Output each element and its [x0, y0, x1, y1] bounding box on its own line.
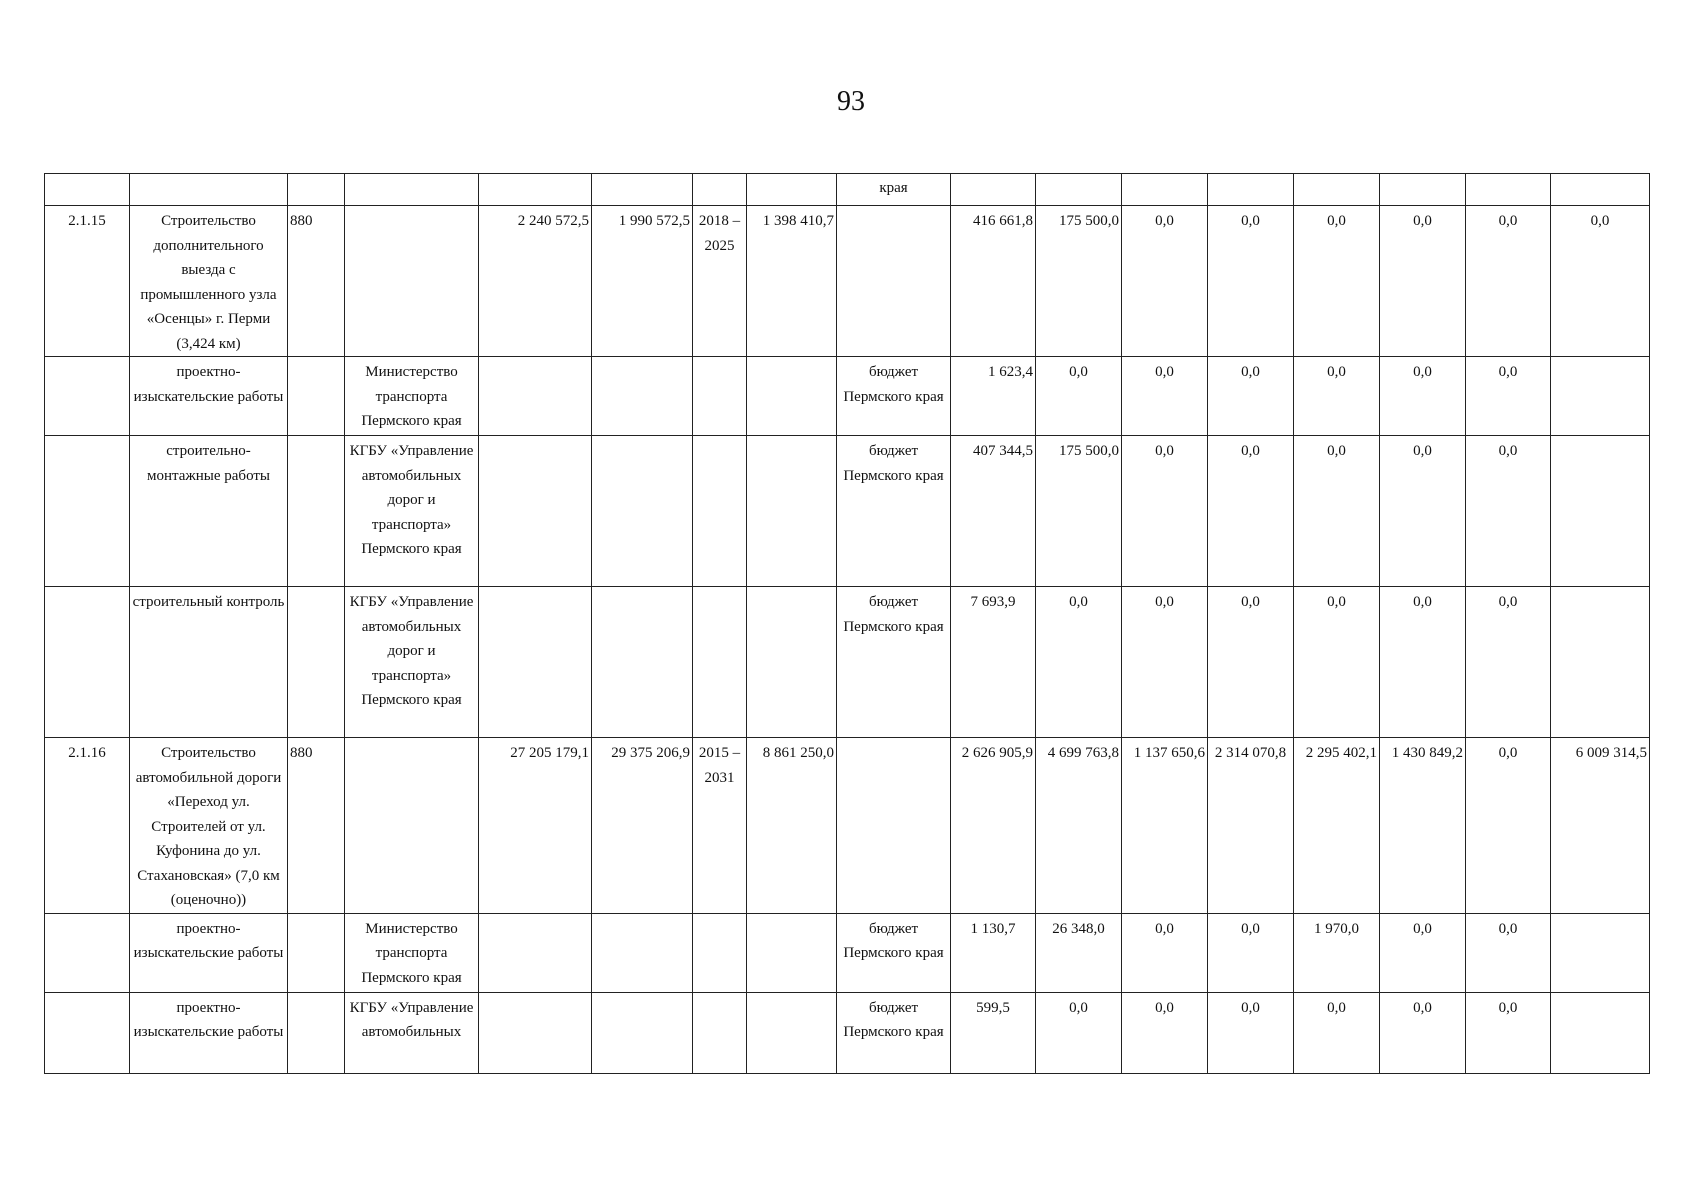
- value-cell: [479, 436, 592, 587]
- table-cell: [45, 174, 130, 206]
- year-cell: 0,0: [1380, 992, 1466, 1073]
- value-cell: [592, 357, 693, 436]
- grbs-cell: [288, 357, 345, 436]
- source-cell: бюджет Пермского края: [837, 913, 951, 992]
- value-cell: 8 861 250,0: [747, 738, 837, 914]
- table-cell: [345, 174, 479, 206]
- period-cell: [693, 913, 747, 992]
- year-cell: 0,0: [1380, 206, 1466, 357]
- period-cell: [693, 357, 747, 436]
- value-cell: [479, 992, 592, 1073]
- value-cell: [747, 587, 837, 738]
- table-cell: [1122, 174, 1208, 206]
- year-cell: 0,0: [1208, 436, 1294, 587]
- year-cell: [1551, 436, 1650, 587]
- year-cell: 1 130,7: [951, 913, 1036, 992]
- table-row: [45, 587, 1650, 738]
- year-cell: [1551, 587, 1650, 738]
- year-cell: 0,0: [1208, 357, 1294, 436]
- value-cell: 1 990 572,5: [592, 206, 693, 357]
- table-cell: [747, 174, 837, 206]
- table-row: [45, 206, 1650, 357]
- value-cell: 27 205 179,1: [479, 738, 592, 914]
- year-cell: 0,0: [1122, 992, 1208, 1073]
- year-cell: 0,0: [1122, 206, 1208, 357]
- name-cell: строительный контроль: [130, 587, 288, 738]
- year-cell: 175 500,0: [1036, 206, 1122, 357]
- year-cell: 0,0: [1466, 587, 1551, 738]
- executor-cell: КГБУ «Управление автомобильных: [345, 992, 479, 1073]
- grbs-cell: [288, 587, 345, 738]
- source-cell: [837, 206, 951, 357]
- grbs-cell: 880: [288, 738, 345, 914]
- table-cell: [288, 174, 345, 206]
- value-cell: [479, 357, 592, 436]
- table-row: [45, 738, 1650, 914]
- year-cell: 6 009 314,5: [1551, 738, 1650, 914]
- year-cell: 0,0: [1466, 738, 1551, 914]
- executor-cell: КГБУ «Управление автомобильных дорог и транспорта» Пермского края: [345, 587, 479, 738]
- source-cell: бюджет Пермского края: [837, 357, 951, 436]
- year-cell: 0,0: [1122, 436, 1208, 587]
- year-cell: 0,0: [1380, 436, 1466, 587]
- year-cell: 0,0: [1122, 587, 1208, 738]
- grbs-cell: [288, 992, 345, 1073]
- period-cell: [693, 992, 747, 1073]
- code-cell: [45, 992, 130, 1073]
- year-cell: 2 314 070,8: [1208, 738, 1294, 914]
- year-cell: 0,0: [1380, 913, 1466, 992]
- source-cell: бюджет Пермского края: [837, 436, 951, 587]
- value-cell: [592, 913, 693, 992]
- year-cell: 0,0: [1036, 357, 1122, 436]
- year-cell: 0,0: [1294, 587, 1380, 738]
- year-cell: 1 970,0: [1294, 913, 1380, 992]
- table-cell: [1036, 174, 1122, 206]
- value-cell: [747, 913, 837, 992]
- source-cell: [837, 738, 951, 914]
- year-cell: 0,0: [1466, 992, 1551, 1073]
- year-cell: 0,0: [1122, 913, 1208, 992]
- executor-cell: КГБУ «Управление автомобильных дорог и транспорта» Пермского края: [345, 436, 479, 587]
- name-cell: Строительство автомобильной дороги «Переход ул. Строителей от ул. Куфонина до ул. Стахановская» (7,0 км (оценочно)): [130, 738, 288, 914]
- executor-cell: Министерство транспорта Пермского края: [345, 913, 479, 992]
- year-cell: 1 623,4: [951, 357, 1036, 436]
- table-cell: [1466, 174, 1551, 206]
- year-cell: 0,0: [1294, 436, 1380, 587]
- year-cell: 4 699 763,8: [1036, 738, 1122, 914]
- value-cell: 2 240 572,5: [479, 206, 592, 357]
- year-cell: [1551, 913, 1650, 992]
- grbs-cell: 880: [288, 206, 345, 357]
- name-cell: проектно-изыскательские работы: [130, 992, 288, 1073]
- code-cell: 2.1.16: [45, 738, 130, 914]
- year-cell: 0,0: [1122, 357, 1208, 436]
- year-cell: 2 295 402,1: [1294, 738, 1380, 914]
- value-cell: 1 398 410,7: [747, 206, 837, 357]
- source-cell: края: [837, 174, 951, 206]
- table-cell: [1380, 174, 1466, 206]
- year-cell: 0,0: [1208, 913, 1294, 992]
- period-cell: 2018 – 2025: [693, 206, 747, 357]
- year-cell: [1551, 992, 1650, 1073]
- year-cell: 0,0: [1551, 206, 1650, 357]
- grbs-cell: [288, 913, 345, 992]
- year-cell: 599,5: [951, 992, 1036, 1073]
- value-cell: [592, 587, 693, 738]
- executor-cell: [345, 206, 479, 357]
- table-row: [45, 913, 1650, 992]
- year-cell: 0,0: [1380, 357, 1466, 436]
- table-cell: [592, 174, 693, 206]
- budget-table: [44, 173, 1650, 1074]
- period-cell: 2015 – 2031: [693, 738, 747, 914]
- grbs-cell: [288, 436, 345, 587]
- year-cell: 26 348,0: [1036, 913, 1122, 992]
- code-cell: [45, 357, 130, 436]
- year-cell: 0,0: [1294, 992, 1380, 1073]
- year-cell: [1551, 357, 1650, 436]
- continuation-row: [45, 174, 1650, 206]
- year-cell: 0,0: [1294, 206, 1380, 357]
- period-cell: [693, 436, 747, 587]
- table-cell: [951, 174, 1036, 206]
- table-cell: [479, 174, 592, 206]
- name-cell: Строительство дополнительного выезда с промышленного узла «Осенцы» г. Перми (3,424 км): [130, 206, 288, 357]
- year-cell: 2 626 905,9: [951, 738, 1036, 914]
- value-cell: [747, 992, 837, 1073]
- page-number: 93: [837, 86, 865, 117]
- source-cell: бюджет Пермского края: [837, 992, 951, 1073]
- source-cell: бюджет Пермского края: [837, 587, 951, 738]
- table-row: [45, 992, 1650, 1073]
- code-cell: [45, 436, 130, 587]
- value-cell: [479, 913, 592, 992]
- year-cell: 407 344,5: [951, 436, 1036, 587]
- table-cell: [1294, 174, 1380, 206]
- name-cell: проектно-изыскательские работы: [130, 357, 288, 436]
- year-cell: 0,0: [1466, 206, 1551, 357]
- year-cell: 0,0: [1036, 587, 1122, 738]
- executor-cell: [345, 738, 479, 914]
- year-cell: 7 693,9: [951, 587, 1036, 738]
- value-cell: [592, 436, 693, 587]
- value-cell: [479, 587, 592, 738]
- year-cell: 0,0: [1208, 587, 1294, 738]
- value-cell: [747, 436, 837, 587]
- code-cell: [45, 587, 130, 738]
- year-cell: 0,0: [1380, 587, 1466, 738]
- value-cell: 29 375 206,9: [592, 738, 693, 914]
- year-cell: 1 430 849,2: [1380, 738, 1466, 914]
- year-cell: 0,0: [1208, 992, 1294, 1073]
- table-cell: [693, 174, 747, 206]
- value-cell: [592, 992, 693, 1073]
- table-cell: [1551, 174, 1650, 206]
- table-row: [45, 436, 1650, 587]
- year-cell: 1 137 650,6: [1122, 738, 1208, 914]
- table-cell: [1208, 174, 1294, 206]
- year-cell: 0,0: [1466, 436, 1551, 587]
- period-cell: [693, 587, 747, 738]
- name-cell: проектно-изыскательские работы: [130, 913, 288, 992]
- executor-cell: Министерство транспорта Пермского края: [345, 357, 479, 436]
- name-cell: строительно-монтажные работы: [130, 436, 288, 587]
- code-cell: [45, 913, 130, 992]
- table-cell: [130, 174, 288, 206]
- year-cell: 0,0: [1466, 913, 1551, 992]
- code-cell: 2.1.15: [45, 206, 130, 357]
- table-row: [45, 357, 1650, 436]
- year-cell: 416 661,8: [951, 206, 1036, 357]
- year-cell: 0,0: [1036, 992, 1122, 1073]
- value-cell: [747, 357, 837, 436]
- year-cell: 0,0: [1208, 206, 1294, 357]
- year-cell: 0,0: [1466, 357, 1551, 436]
- year-cell: 0,0: [1294, 357, 1380, 436]
- year-cell: 175 500,0: [1036, 436, 1122, 587]
